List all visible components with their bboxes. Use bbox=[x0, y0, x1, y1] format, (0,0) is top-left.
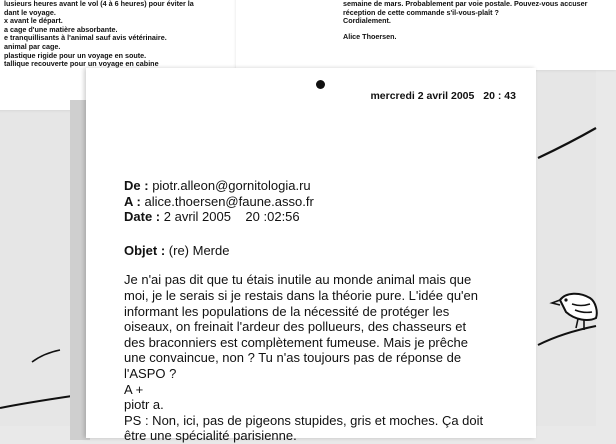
back-left-line: plastique rigide pour un voyage en soute. bbox=[4, 50, 147, 60]
drawing-stroke-left-bottom bbox=[0, 396, 72, 408]
back-right-signature: Alice Thoersen. bbox=[343, 32, 397, 41]
back-left-line: tallique recouverte pour un voyage en cabine bbox=[4, 59, 159, 69]
back-right-line: semaine de mars. Probablement par voie postale. Pouvez-vous accuser bbox=[343, 0, 588, 8]
main-email-page bbox=[86, 68, 536, 444]
to-label: A : bbox=[124, 193, 141, 209]
email-body bbox=[124, 272, 514, 444]
signature: piotr a. bbox=[124, 397, 164, 413]
drawing-stroke-left-small bbox=[32, 350, 60, 362]
back-right-text bbox=[343, 0, 587, 26]
body-line: oiseaux, on freinait l'ardeur des pollueurs, des chasseurs et bbox=[124, 319, 467, 335]
date-label: Date : bbox=[124, 209, 161, 225]
back-left-text bbox=[4, 0, 194, 69]
body-line: des braconniers est complètement fumeuse. Mais je prêche bbox=[124, 334, 468, 350]
from-label: De : bbox=[124, 178, 149, 193]
back-left-line: a cage d'une matière absorbante. bbox=[4, 24, 118, 34]
back-left-line: e tranquillisants à l'animal sauf avis vétérinaire. bbox=[4, 33, 167, 43]
ps-line: être une spécialité parisienne. bbox=[124, 428, 297, 444]
body-line: Je n'ai pas dit que tu étais inutile au monde animal mais que bbox=[124, 272, 472, 288]
email-date-row bbox=[124, 209, 514, 225]
back-right-page bbox=[236, 0, 616, 70]
back-right-line: Cordialement. bbox=[343, 16, 391, 26]
body-line: moi, je le serais si je restais dans la théorie pure. L'idée qu'en bbox=[124, 287, 478, 303]
drawing-stroke-right-bottom bbox=[538, 326, 596, 345]
email-content bbox=[124, 178, 514, 444]
spacer bbox=[124, 225, 514, 243]
ps-line: PS : Non, ici, pas de pigeons stupides, gris et moches. Ça doit bbox=[124, 412, 484, 428]
binder-hole-icon bbox=[316, 80, 325, 89]
from-value: piotr.alleon@gornitologia.ru bbox=[152, 178, 311, 193]
subject-label: Objet : bbox=[124, 242, 166, 258]
print-date-header bbox=[370, 90, 516, 102]
back-right-line: réception de cette commande s'il-vous-plaît ? bbox=[343, 7, 499, 17]
back-left-line: dant le voyage. bbox=[4, 7, 56, 17]
back-left-line: lusieurs heures avant le vol (4 à 6 heures) pour éviter la bbox=[4, 0, 194, 8]
email-from-row bbox=[124, 178, 514, 194]
spacer bbox=[124, 258, 514, 272]
print-date: mercredi 2 avril 2005 bbox=[370, 90, 475, 102]
back-left-line: x avant le départ. bbox=[4, 16, 63, 26]
date-value: 2 avril 2005 bbox=[163, 209, 231, 225]
closing: A + bbox=[124, 381, 144, 397]
email-subject-row bbox=[124, 243, 514, 259]
body-line: informant les populations de la nécessité de protéger les bbox=[124, 303, 450, 319]
bird-drawing-icon bbox=[552, 294, 597, 330]
drawing-stroke-right-top bbox=[538, 128, 596, 158]
date-time-value: 20 :02:56 bbox=[245, 209, 300, 225]
back-left-line: animal par cage. bbox=[4, 41, 61, 51]
body-line: une convaincue, non ? Tu n'as toujours pas de réponse de bbox=[124, 350, 462, 366]
print-time: 20 : 43 bbox=[483, 90, 516, 102]
body-line: l'ASPO ? bbox=[124, 365, 177, 381]
email-to-row bbox=[124, 194, 514, 210]
subject-value: (re) Merde bbox=[168, 242, 230, 258]
to-value: alice.thoersen@faune.asso.fr bbox=[144, 193, 314, 209]
